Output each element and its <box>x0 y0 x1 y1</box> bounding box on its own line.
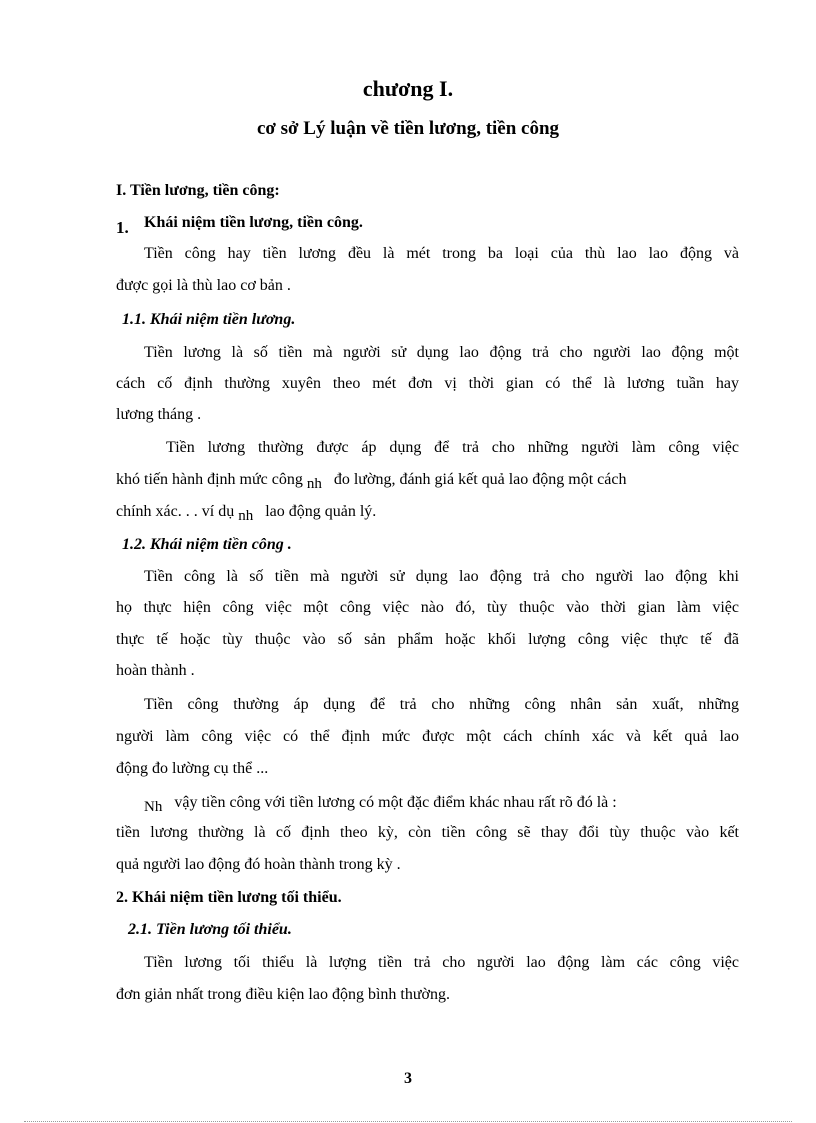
text-fragment: chính xác. . . ví dụ <box>116 503 235 520</box>
paragraph-line: Tiền lương là số tiền mà người sử dụng lao động trả cho người lao động một <box>144 344 739 361</box>
nh-fragment: Nh <box>144 799 163 815</box>
paragraph-line: quả người lao động đó hoàn thành trong kỳ . <box>116 856 401 873</box>
section-heading-1-1: Khái niệm tiền lương, tiền công. <box>144 214 363 231</box>
chapter-title: chương I. <box>362 76 454 101</box>
nh-fragment: nh <box>306 476 322 492</box>
section-heading-1-1-1: 1.1. Khái niệm tiền lương. <box>122 311 296 328</box>
paragraph-line: hoàn thành . <box>116 662 195 679</box>
page-number: 3 <box>404 1070 412 1087</box>
paragraph-line <box>116 471 627 492</box>
nh-fragment: nh <box>238 508 254 524</box>
section-heading-1: I. Tiền lương, tiền công: <box>116 182 280 199</box>
paragraph-line: được gọi là thù lao cơ bản . <box>116 277 291 294</box>
page-bottom-rule <box>24 1121 792 1122</box>
section-heading-2: 2. Khái niệm tiền lương tối thiểu. <box>116 889 342 906</box>
paragraph-line: Tiền lương tối thiểu là lượng tiền trả cho người lao động làm các công việc <box>144 954 739 971</box>
paragraph-line <box>144 794 739 815</box>
chapter-subtitle: cơ sở Lý luận về tiền lương, tiền công <box>256 118 560 139</box>
paragraph-line: người làm công việc có thể định mức được một cách chính xác và kết quả lao <box>116 728 739 745</box>
paragraph-line: thực tế hoặc tùy thuộc vào số sản phẩm hoặc khối lượng công việc thực tế đã <box>116 631 739 648</box>
text-fragment: khó tiến hành định mức công <box>116 471 303 488</box>
section-heading-1-1-2: 1.2. Khái niệm tiền công . <box>122 536 292 553</box>
paragraph-line: tiền lương thường là cố định theo kỳ, còn tiền công sẽ thay đổi tùy thuộc vào kết <box>116 824 739 841</box>
text-fragment: vậy tiền công với tiền lương có một đặc điểm khác nhau rất rõ đó là : <box>174 794 617 811</box>
paragraph-line: họ thực hiện công việc một công việc nào đó, tùy thuộc vào thời gian làm việc <box>116 599 739 616</box>
paragraph-line <box>116 503 377 524</box>
paragraph-line: Tiền công thường áp dụng để trả cho những công nhân sản xuất, những <box>144 696 739 713</box>
text-fragment: lao động quản lý. <box>265 503 377 520</box>
paragraph-line: động đo lường cụ thể ... <box>116 760 269 777</box>
paragraph-line: lương tháng . <box>116 406 202 423</box>
paragraph-line: Tiền công hay tiền lương đều là mét trong ba loại của thù lao lao động và <box>144 245 739 262</box>
paragraph-line: đơn giản nhất trong điều kiện lao động bình thường. <box>116 986 450 1003</box>
paragraph-line: Tiền lương thường được áp dụng để trả cho những người làm công việc <box>166 439 739 456</box>
section-number-1-1: 1. <box>116 218 129 237</box>
text-fragment: đo lường, đánh giá kết quả lao động một cách <box>333 471 627 488</box>
paragraph-line: cách cố định thường xuyên theo mét đơn vị thời gian có thể là lương tuần hay <box>116 375 739 392</box>
paragraph-line: Tiền công là số tiền mà người sử dụng lao động trả cho người lao động khi <box>144 568 739 585</box>
section-heading-2-1: 2.1. Tiền lương tối thiểu. <box>128 921 292 938</box>
